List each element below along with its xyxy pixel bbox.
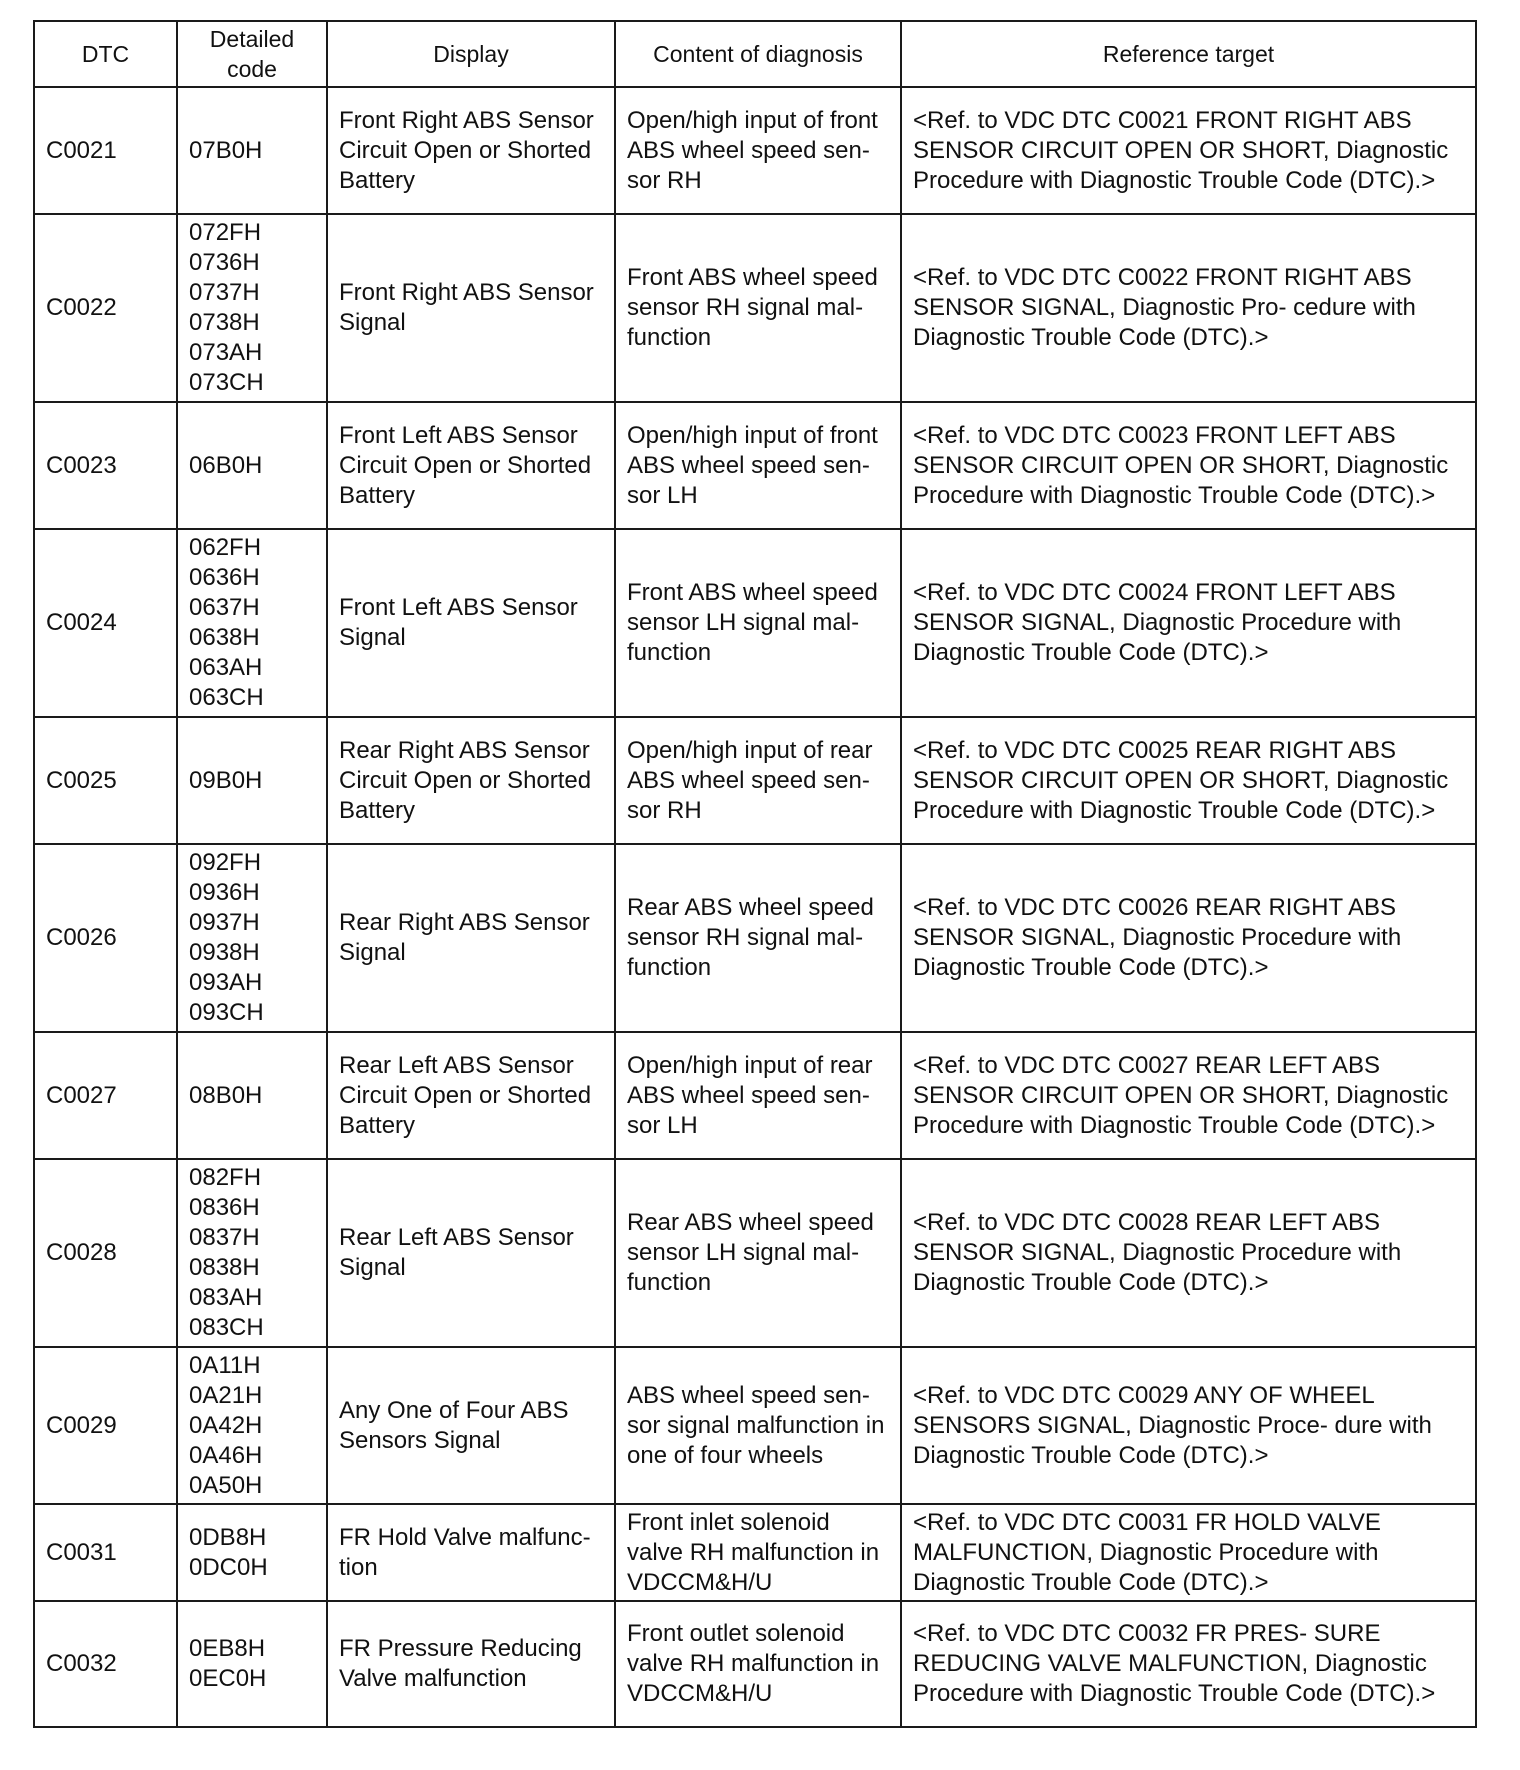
cell-content: Open/high input of rear ABS wheel speed sen- sor LH bbox=[615, 1032, 901, 1159]
detailed-code-value: 0838H bbox=[189, 1254, 260, 1281]
cell-content: Front ABS wheel speed sensor RH signal mal- function bbox=[615, 214, 901, 402]
cell-detailed-code bbox=[177, 529, 327, 717]
table-row bbox=[34, 1347, 1476, 1504]
table-row bbox=[34, 1601, 1476, 1727]
cell-dtc: C0028 bbox=[34, 1159, 177, 1347]
detailed-code-value: 062FH bbox=[189, 534, 262, 561]
detailed-code-value: 0936H bbox=[189, 879, 260, 906]
cell-display: Front Right ABS Sensor Circuit Open or Shorted Battery bbox=[327, 87, 615, 214]
cell-display: Rear Right ABS Sensor Signal bbox=[327, 844, 615, 1032]
table-row bbox=[34, 717, 1476, 844]
detailed-code-value: 0DB8H bbox=[189, 1523, 267, 1551]
cell-display: Front Left ABS Sensor Circuit Open or Shorted Battery bbox=[327, 402, 615, 529]
cell-display: FR Pressure Reducing Valve malfunction bbox=[327, 1601, 615, 1727]
detailed-code-value: 07B0H bbox=[189, 136, 263, 164]
detailed-code-value: 063AH bbox=[189, 654, 263, 681]
detailed-code-value: 0637H bbox=[189, 594, 260, 621]
cell-detailed-code bbox=[177, 1504, 327, 1601]
table-header-row bbox=[34, 21, 1476, 87]
cell-dtc: C0023 bbox=[34, 402, 177, 529]
detailed-code-value: 0EB8H bbox=[189, 1635, 266, 1662]
cell-detailed-code bbox=[177, 87, 327, 214]
cell-reference: <Ref. to VDC DTC C0029 ANY OF WHEEL SENSORS SIGNAL, Diagnostic Proce- dure with Diagnostic Trouble Code (DTC).> bbox=[901, 1347, 1476, 1504]
table-row bbox=[34, 214, 1476, 402]
cell-dtc: C0032 bbox=[34, 1601, 177, 1727]
detailed-code-value: 072FH bbox=[189, 219, 262, 246]
cell-reference: <Ref. to VDC DTC C0021 FRONT RIGHT ABS SENSOR CIRCUIT OPEN OR SHORT, Diagnostic Procedure with Diagnostic Trouble Code (DTC).> bbox=[901, 87, 1476, 214]
cell-dtc: C0025 bbox=[34, 717, 177, 844]
cell-content: Front inlet solenoid valve RH malfunction in VDCCM&H/U bbox=[615, 1504, 901, 1601]
detailed-code-value: 073AH bbox=[189, 339, 263, 366]
cell-detailed-code bbox=[177, 1159, 327, 1347]
cell-dtc: C0027 bbox=[34, 1032, 177, 1159]
cell-display: Rear Left ABS Sensor Circuit Open or Shorted Battery bbox=[327, 1032, 615, 1159]
cell-detailed-code bbox=[177, 402, 327, 529]
cell-reference: <Ref. to VDC DTC C0026 REAR RIGHT ABS SENSOR SIGNAL, Diagnostic Procedure with Diagnostic Trouble Code (DTC).> bbox=[901, 844, 1476, 1032]
detailed-code-value: 093CH bbox=[189, 999, 264, 1026]
detailed-code-value: 0638H bbox=[189, 624, 260, 651]
header-dtc: DTC bbox=[34, 21, 177, 87]
cell-dtc: C0031 bbox=[34, 1504, 177, 1601]
cell-reference: <Ref. to VDC DTC C0022 FRONT RIGHT ABS SENSOR SIGNAL, Diagnostic Pro- cedure with Diagnostic Trouble Code (DTC).> bbox=[901, 214, 1476, 402]
cell-dtc: C0021 bbox=[34, 87, 177, 214]
cell-detailed-code bbox=[177, 214, 327, 402]
cell-detailed-code bbox=[177, 844, 327, 1032]
detailed-code-value: 09B0H bbox=[189, 766, 263, 794]
table-row bbox=[34, 1504, 1476, 1601]
cell-display: Front Left ABS Sensor Signal bbox=[327, 529, 615, 717]
cell-detailed-code bbox=[177, 1032, 327, 1159]
detailed-code-value: 083AH bbox=[189, 1284, 263, 1311]
cell-reference: <Ref. to VDC DTC C0024 FRONT LEFT ABS SENSOR SIGNAL, Diagnostic Procedure with Diagnostic Trouble Code (DTC).> bbox=[901, 529, 1476, 717]
cell-dtc: C0022 bbox=[34, 214, 177, 402]
table-row bbox=[34, 529, 1476, 717]
table-body bbox=[34, 87, 1476, 1727]
detailed-code-value: 0937H bbox=[189, 909, 260, 936]
cell-display: FR Hold Valve malfunc- tion bbox=[327, 1504, 615, 1601]
detailed-code-value: 0938H bbox=[189, 939, 260, 966]
detailed-code-value: 08B0H bbox=[189, 1081, 263, 1109]
cell-reference: <Ref. to VDC DTC C0032 FR PRES- SURE REDUCING VALVE MALFUNCTION, Diagnostic Procedure with Diagnostic Trouble Code (DTC).> bbox=[901, 1601, 1476, 1727]
dtc-table bbox=[33, 20, 1477, 1728]
detailed-code-value: 092FH bbox=[189, 849, 262, 876]
detailed-code-value: 0636H bbox=[189, 564, 260, 591]
detailed-code-value: 06B0H bbox=[189, 451, 263, 479]
detailed-code-value: 083CH bbox=[189, 1314, 264, 1341]
cell-reference: <Ref. to VDC DTC C0031 FR HOLD VALVE MALFUNCTION, Diagnostic Procedure with Diagnostic Trouble Code (DTC).> bbox=[901, 1504, 1476, 1601]
table-row bbox=[34, 402, 1476, 529]
header-reference: Reference target bbox=[901, 21, 1476, 87]
cell-content: Rear ABS wheel speed sensor RH signal mal- function bbox=[615, 844, 901, 1032]
cell-detailed-code bbox=[177, 1601, 327, 1727]
cell-content: ABS wheel speed sen- sor signal malfunction in one of four wheels bbox=[615, 1347, 901, 1504]
detailed-code-value: 0736H bbox=[189, 249, 260, 276]
detailed-code-value: 082FH bbox=[189, 1164, 262, 1191]
detailed-code-value: 0A50H bbox=[189, 1471, 263, 1499]
detailed-code-value: 0A46H bbox=[189, 1441, 263, 1469]
detailed-code-value: 0738H bbox=[189, 309, 260, 336]
table-row bbox=[34, 1159, 1476, 1347]
detailed-code-value: 063CH bbox=[189, 684, 264, 711]
cell-display: Front Right ABS Sensor Signal bbox=[327, 214, 615, 402]
cell-display: Rear Right ABS Sensor Circuit Open or Shorted Battery bbox=[327, 717, 615, 844]
header-detailed-code: Detailed code bbox=[177, 21, 327, 87]
detailed-code-value: 073CH bbox=[189, 369, 264, 396]
table-row bbox=[34, 844, 1476, 1032]
cell-content: Front ABS wheel speed sensor LH signal mal- function bbox=[615, 529, 901, 717]
cell-detailed-code bbox=[177, 1347, 327, 1504]
cell-reference: <Ref. to VDC DTC C0028 REAR LEFT ABS SENSOR SIGNAL, Diagnostic Procedure with Diagnostic Trouble Code (DTC).> bbox=[901, 1159, 1476, 1347]
cell-reference: <Ref. to VDC DTC C0023 FRONT LEFT ABS SENSOR CIRCUIT OPEN OR SHORT, Diagnostic Procedure with Diagnostic Trouble Code (DTC).> bbox=[901, 402, 1476, 529]
detailed-code-value: 0DC0H bbox=[189, 1553, 268, 1581]
header-display: Display bbox=[327, 21, 615, 87]
cell-content: Open/high input of front ABS wheel speed sen- sor RH bbox=[615, 87, 901, 214]
cell-display: Rear Left ABS Sensor Signal bbox=[327, 1159, 615, 1347]
detailed-code-value: 0837H bbox=[189, 1224, 260, 1251]
detailed-code-value: 0A42H bbox=[189, 1411, 263, 1439]
cell-content: Front outlet solenoid valve RH malfunction in VDCCM&H/U bbox=[615, 1601, 901, 1727]
detailed-code-value: 0EC0H bbox=[189, 1665, 267, 1692]
cell-content: Rear ABS wheel speed sensor LH signal mal- function bbox=[615, 1159, 901, 1347]
cell-content: Open/high input of rear ABS wheel speed sen- sor RH bbox=[615, 717, 901, 844]
cell-reference: <Ref. to VDC DTC C0027 REAR LEFT ABS SENSOR CIRCUIT OPEN OR SHORT, Diagnostic Procedure with Diagnostic Trouble Code (DTC).> bbox=[901, 1032, 1476, 1159]
detailed-code-value: 0A21H bbox=[189, 1381, 263, 1409]
cell-dtc: C0024 bbox=[34, 529, 177, 717]
cell-display: Any One of Four ABS Sensors Signal bbox=[327, 1347, 615, 1504]
cell-detailed-code bbox=[177, 717, 327, 844]
cell-reference: <Ref. to VDC DTC C0025 REAR RIGHT ABS SENSOR CIRCUIT OPEN OR SHORT, Diagnostic Procedure with Diagnostic Trouble Code (DTC).> bbox=[901, 717, 1476, 844]
cell-content: Open/high input of front ABS wheel speed sen- sor LH bbox=[615, 402, 901, 529]
cell-dtc: C0026 bbox=[34, 844, 177, 1032]
detailed-code-value: 0836H bbox=[189, 1194, 260, 1221]
detailed-code-value: 0737H bbox=[189, 279, 260, 306]
cell-dtc: C0029 bbox=[34, 1347, 177, 1504]
detailed-code-value: 0A11H bbox=[189, 1351, 261, 1379]
table-row bbox=[34, 87, 1476, 214]
header-content: Content of diagnosis bbox=[615, 21, 901, 87]
table-row bbox=[34, 1032, 1476, 1159]
detailed-code-value: 093AH bbox=[189, 969, 263, 996]
